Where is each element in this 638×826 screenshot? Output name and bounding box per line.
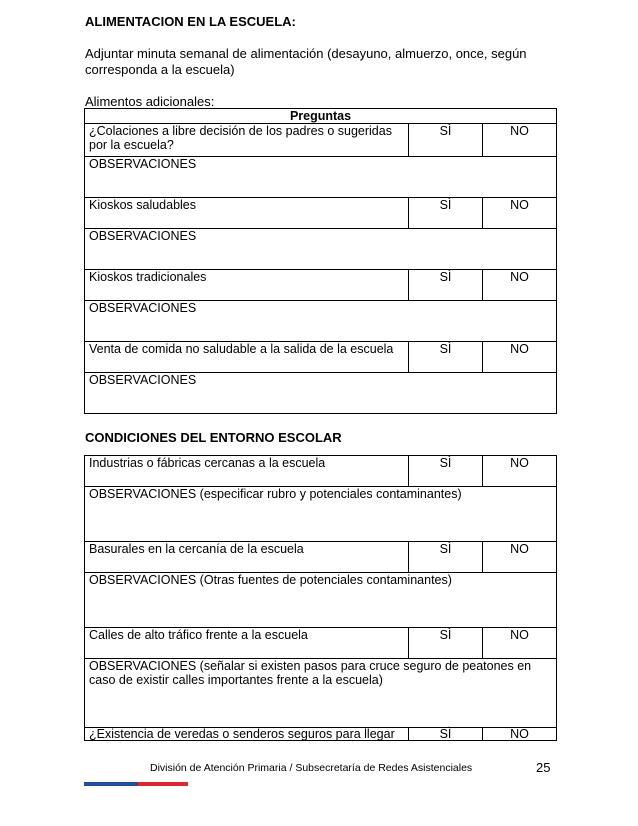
- no-option[interactable]: NO: [483, 270, 557, 301]
- no-option[interactable]: NO: [483, 124, 557, 157]
- observation-row: [85, 373, 557, 414]
- question-cell: Basurales en la cercanía de la escuela: [85, 542, 409, 573]
- yes-option[interactable]: SÌ: [409, 728, 483, 741]
- section-intro: Adjuntar minuta semanal de alimentación (desayuno, almuerzo, once, según corresponda a la escuela): [85, 46, 527, 77]
- table-row: [85, 628, 557, 659]
- footer-text: División de Atención Primaria / Subsecretaría de Redes Asistenciales: [150, 762, 473, 774]
- yes-option[interactable]: SÌ: [409, 124, 483, 157]
- page-number: 25: [536, 760, 551, 775]
- question-cell: Kioskos saludables: [85, 198, 409, 229]
- observation-row: [85, 573, 557, 628]
- yes-option[interactable]: SÌ: [409, 270, 483, 301]
- yes-option[interactable]: SÌ: [409, 542, 483, 573]
- question-cell: ¿Existencia de veredas o senderos seguros para llegar: [85, 728, 409, 741]
- observation-field[interactable]: OBSERVACIONES: [85, 229, 557, 270]
- observation-row: [85, 487, 557, 542]
- no-option[interactable]: NO: [483, 542, 557, 573]
- table-header: Preguntas: [85, 109, 557, 124]
- observation-row: [85, 659, 557, 728]
- question-cell: ¿Colaciones a libre decisión de los padres o sugeridas por la escuela?: [85, 124, 409, 157]
- question-cell: Calles de alto tráfico frente a la escuela: [85, 628, 409, 659]
- observation-field[interactable]: OBSERVACIONES: [85, 157, 557, 198]
- table-row: [85, 456, 557, 487]
- table-row: [85, 270, 557, 301]
- no-option[interactable]: NO: [483, 342, 557, 373]
- table-row: [85, 124, 557, 157]
- alimentacion-table: [84, 108, 557, 414]
- table-row: [85, 728, 557, 741]
- footer-bar-blue: [84, 782, 138, 786]
- yes-option[interactable]: SÌ: [409, 628, 483, 659]
- table-row: [85, 542, 557, 573]
- observation-row: [85, 157, 557, 198]
- question-cell: Industrias o fábricas cercanas a la escuela: [85, 456, 409, 487]
- footer-bar-red: [138, 782, 188, 786]
- table-row: [85, 198, 557, 229]
- section-title-alimentacion: ALIMENTACION EN LA ESCUELA:: [85, 14, 296, 29]
- observation-row: [85, 229, 557, 270]
- entorno-table: [84, 455, 557, 741]
- no-option[interactable]: NO: [483, 456, 557, 487]
- observation-field[interactable]: OBSERVACIONES: [85, 373, 557, 414]
- observation-row: [85, 301, 557, 342]
- yes-option[interactable]: SÌ: [409, 198, 483, 229]
- question-cell: Kioskos tradicionales: [85, 270, 409, 301]
- observation-field[interactable]: OBSERVACIONES (especificar rubro y potenciales contaminantes): [85, 487, 557, 542]
- observation-field[interactable]: OBSERVACIONES: [85, 301, 557, 342]
- yes-option[interactable]: SÌ: [409, 342, 483, 373]
- observation-field[interactable]: OBSERVACIONES (señalar si existen pasos para cruce seguro de peatones en caso de existir calles importantes frente a la escuela): [85, 659, 557, 728]
- section-title-entorno: CONDICIONES DEL ENTORNO ESCOLAR: [85, 430, 342, 445]
- no-option[interactable]: NO: [483, 728, 557, 741]
- observation-field[interactable]: OBSERVACIONES (Otras fuentes de potenciales contaminantes): [85, 573, 557, 628]
- table-row: [85, 342, 557, 373]
- question-cell: Venta de comida no saludable a la salida de la escuela: [85, 342, 409, 373]
- no-option[interactable]: NO: [483, 198, 557, 229]
- no-option[interactable]: NO: [483, 628, 557, 659]
- yes-option[interactable]: SÌ: [409, 456, 483, 487]
- adicionales-label: Alimentos adicionales:: [85, 94, 215, 109]
